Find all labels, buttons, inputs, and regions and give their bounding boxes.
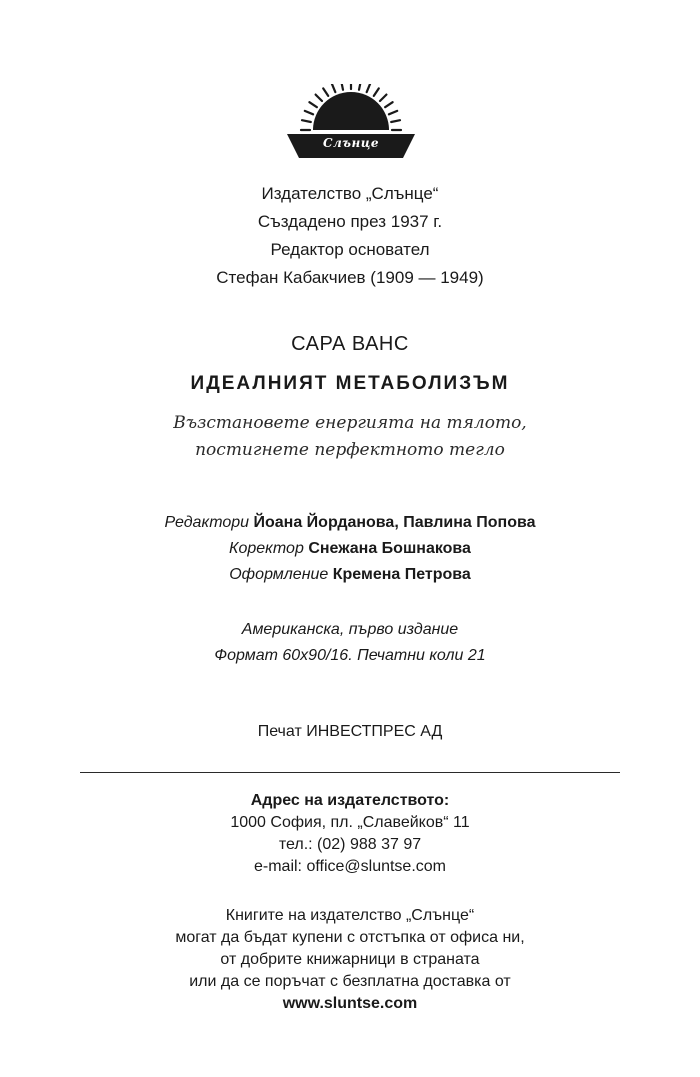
divider (80, 772, 620, 773)
credit-proofreader (0, 536, 700, 562)
website-link[interactable]: www.sluntse.com (282, 995, 418, 1012)
sun-ray (341, 84, 343, 90)
edition-line: Американска, първо издание (241, 621, 459, 638)
sun-ray (367, 84, 370, 92)
founder-name: Стефан Кабакчиев (1909 — 1949) (216, 268, 484, 287)
book-title: ИДЕАЛНИЯТ МЕТАБОЛИЗЪМ (190, 373, 510, 394)
address-email: e-mail: office@sluntse.com (253, 858, 446, 875)
address-street: 1000 София, пл. „Славейков“ 11 (230, 814, 470, 831)
sun-ray (385, 102, 393, 107)
sun-ray (391, 120, 400, 122)
sun-ray (323, 88, 328, 96)
founded-line: Създадено през 1937 г. (257, 212, 443, 231)
edition-block (0, 617, 700, 669)
subtitle-line: Възстановете енергията на тялото, (173, 413, 527, 433)
credit-design (0, 562, 700, 588)
publisher-logo (283, 84, 419, 164)
credit-role: Коректор (229, 540, 304, 557)
credit-names: Кремена Петрова (332, 566, 471, 583)
sun-logo-icon (283, 84, 419, 164)
sun-ray (305, 111, 313, 114)
book-author: САРА ВАНС (291, 333, 409, 355)
credit-role: Редактори (164, 514, 250, 531)
sun-ray (374, 88, 379, 96)
address-block (0, 790, 700, 878)
address-heading: Адрес на издателството: (250, 792, 450, 809)
credit-editors (0, 510, 700, 536)
distribution-line: могат да бъдат купени с отстъпка от офиса ни, (175, 929, 525, 946)
subtitle-line: постигнете перфектното тегло (195, 440, 505, 460)
sun-ray (332, 84, 335, 92)
credit-role: Оформление (229, 566, 329, 583)
logo-wordmark: Слънце (322, 136, 380, 150)
distribution-line: Книгите на издателство „Слънце“ (225, 907, 475, 924)
address-phone: тел.: (02) 988 37 97 (278, 836, 422, 853)
printer-line: Печат ИНВЕСТПРЕС АД (257, 723, 443, 740)
publisher-name: Издателство „Слънце“ (261, 184, 439, 203)
distribution-line: от добрите книжарници в страната (220, 951, 480, 968)
book-subtitle (0, 410, 700, 464)
imprint-block (0, 180, 700, 292)
distribution-block (0, 905, 700, 1015)
founder-label: Редактор основател (270, 240, 430, 259)
sun-ray (389, 111, 397, 114)
sun-ray (302, 120, 311, 122)
credit-names: Снежана Бошнакова (308, 540, 471, 557)
sun-ray (309, 102, 317, 107)
sun-ray (316, 95, 322, 101)
sun-ray (380, 95, 386, 101)
credits-block (0, 510, 700, 588)
credit-names: Йоана Йорданова, Павлина Попова (253, 514, 536, 531)
format-line: Формат 60x90/16. Печатни коли 21 (214, 647, 486, 664)
sun-ray (359, 84, 361, 90)
distribution-line: или да се поръчат с безплатна доставка от (189, 973, 511, 990)
